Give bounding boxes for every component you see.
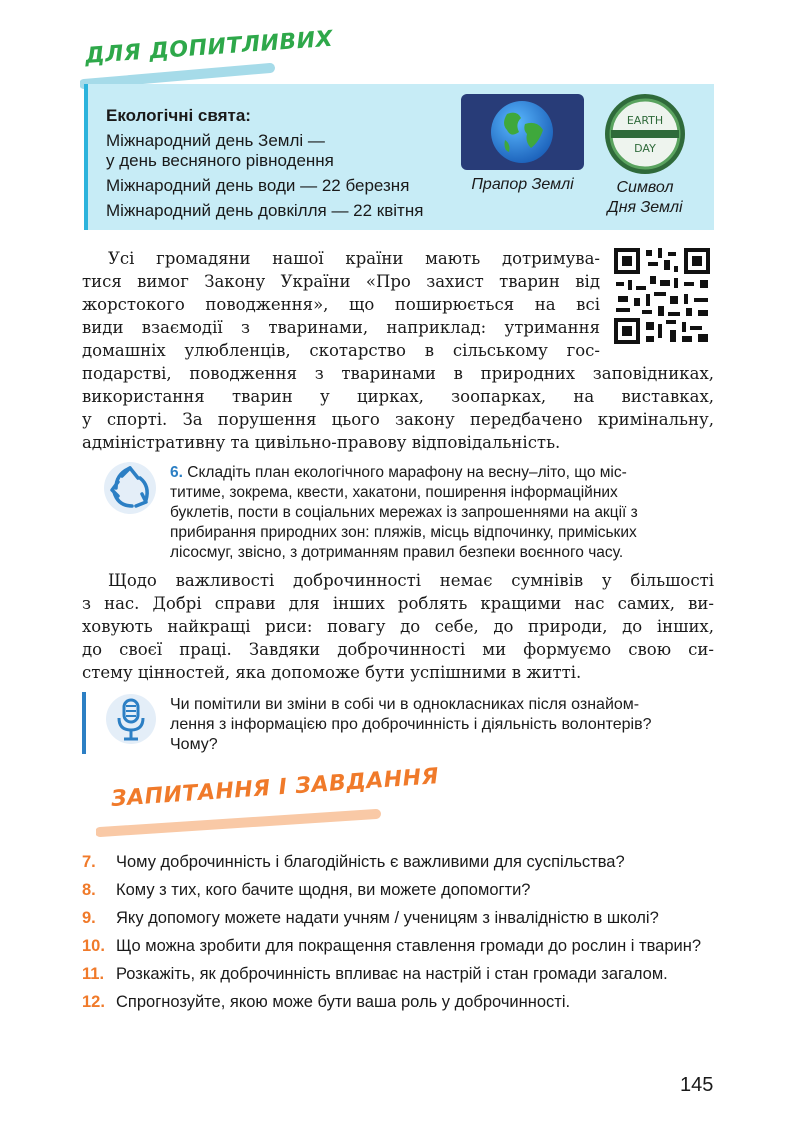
microphone-icon	[104, 692, 158, 746]
question-item	[82, 936, 722, 956]
text-line: ховують найкращі риси: повагу до себе, до природи, до інших,	[82, 617, 714, 636]
paragraph-charity	[82, 569, 714, 684]
text-line: домашніх улюбленців, скотарство в сільському гос-	[82, 341, 600, 360]
text-line: у спорті. За порушення цього закону передбачено кримінальну,	[82, 410, 714, 429]
question-text: Яку допомогу можете надати учням / ученицям з інвалідністю в школі?	[116, 909, 659, 927]
question-number: 11.	[82, 965, 105, 983]
question-number: 8.	[82, 881, 96, 899]
eco-line: Міжнародний день довкілля — 22 квітня	[106, 201, 424, 220]
curious-header: ДЛЯ ДОПИТЛИВИХ	[84, 26, 334, 69]
eco-line: Міжнародний день води — 22 березня	[106, 176, 410, 195]
question-number: 12.	[82, 993, 105, 1011]
text-line: подарстві, поводження з тваринами в природних заповідниках,	[82, 364, 714, 383]
question-text: Чому доброчинність і благодійність є важливими для суспільства?	[116, 853, 625, 871]
task-6	[170, 463, 718, 563]
symbol-text-day: DAY	[634, 142, 656, 155]
earth-flag-image	[461, 94, 584, 170]
question-item	[82, 964, 722, 984]
symbol-caption-line: Дня Землі	[607, 199, 683, 216]
question-item	[82, 852, 722, 872]
text-line: використання тварин у цирках, зоопарках, на виставках,	[82, 387, 714, 406]
question-number: 7.	[82, 853, 96, 871]
task-line: буклетів, пости в соціальних мережах із запрошеннями на акції з	[170, 504, 638, 521]
qr-code-icon[interactable]	[612, 246, 712, 346]
text-line: стему цінностей, яка допоможе бути успішними в житті.	[82, 663, 582, 682]
page-number: 145	[680, 1074, 714, 1096]
recycle-icon	[102, 460, 158, 516]
paragraph-law	[82, 247, 600, 362]
symbol-caption	[592, 178, 698, 218]
symbol-caption-line: Символ	[616, 179, 674, 196]
text-line: адміністративну та цивільно-правову відповідальність.	[82, 433, 561, 452]
question-text: Що можна зробити для покращення ставлення громади до рослин і тварин?	[116, 937, 702, 955]
eco-line: у день весняного рівнодення	[106, 151, 334, 170]
question-item	[82, 908, 722, 928]
task-number: 6.	[170, 464, 183, 481]
text-line: види взаємодії з тваринами, наприклад: утримання	[82, 318, 600, 337]
text-line: жорстокого поводження», що поширюється на всі	[82, 295, 600, 314]
flag-caption: Прапор Землі	[471, 176, 574, 193]
question-text: Кому з тих, кого бачите щодня, ви можете допомогти?	[116, 881, 531, 899]
text-line: Усі громадяни нашої країни мають дотримува-	[108, 249, 600, 268]
task-line: прибирання природних зон: пляжів, місць відпочинку, приміських	[170, 524, 637, 541]
text-line: тися вимог Закону України «Про захист тварин від	[82, 272, 600, 291]
text-line: до своєї праці. Завдяки доброчинності ми формуємо свою си-	[82, 640, 714, 659]
task-line: лісосмуг, звісно, з дотриманням правил безпеки воєнного часу.	[170, 544, 624, 561]
earth-day-symbol-icon	[603, 92, 687, 176]
question-item	[82, 880, 722, 900]
question-number: 9.	[82, 909, 96, 927]
discussion-question	[170, 695, 718, 755]
questions-header: ЗАПИТАННЯ І ЗАВДАННЯ	[110, 764, 440, 812]
question-item	[82, 992, 722, 1012]
discussion-line: лення з інформацією про доброчинність і діяльність волонтерів?	[170, 716, 652, 733]
question-number: 10.	[82, 937, 105, 955]
text-line: з нас. Добрі справи для інших роблять кращими нас самих, ви-	[82, 594, 714, 613]
task-line: титиме, зокрема, квести, хакатони, поширення інформаційних	[170, 484, 618, 501]
task-text: Складіть план екологічного марафону на весну–літо, що міс-	[187, 464, 627, 481]
discussion-line: Чому?	[170, 736, 218, 753]
discussion-line: Чи помітили ви зміни в собі чи в однокласниках після ознайом-	[170, 696, 640, 713]
task-line	[170, 463, 718, 483]
earth-globe-icon	[461, 94, 584, 170]
questions-list	[82, 852, 722, 1020]
question-text: Спрогнозуйте, якою може бути ваша роль у доброчинності.	[116, 993, 571, 1011]
symbol-text-earth: EARTH	[626, 114, 664, 127]
discussion-bar	[82, 692, 86, 754]
paragraph-law-cont	[82, 362, 714, 454]
eco-line: Міжнародний день Землі —	[106, 131, 325, 150]
text-line: Щодо важливості доброчинності немає сумнівів у більшості	[108, 571, 714, 590]
eco-holidays-title: Екологічні свята:	[106, 106, 251, 125]
question-text: Розкажіть, як доброчинність впливає на настрій і стан громади загалом.	[116, 965, 668, 983]
